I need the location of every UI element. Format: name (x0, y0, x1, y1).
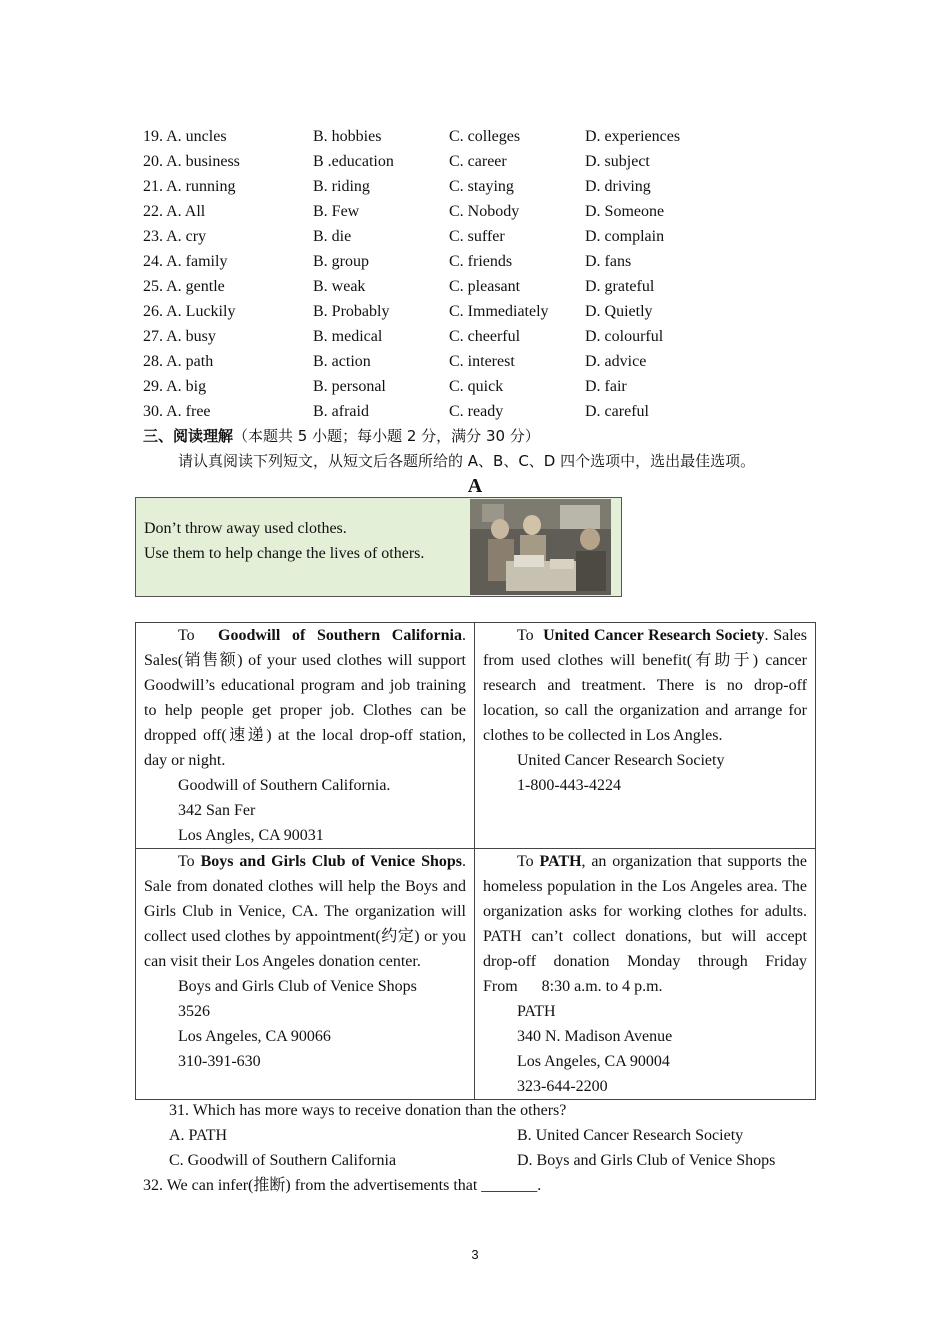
ad-phone: 310-391-630 (178, 1053, 261, 1070)
ad-address-line: 340 N. Madison Avenue (517, 1028, 673, 1045)
option-b: B. die (313, 228, 352, 245)
option-b: B. weak (313, 278, 366, 295)
option-d: D. complain (585, 228, 665, 245)
option-row-22 (0, 199, 950, 224)
option-c: C. friends (449, 253, 513, 270)
option-d: D. fans (585, 253, 632, 270)
banner-line-1: Don’t throw away used clothes. (144, 520, 347, 537)
option-a: 23. A. cry (143, 228, 207, 245)
section-note: （本题共 5 小题；每小题 2 分，满分 30 分） (233, 427, 540, 445)
page-number: 3 (471, 1247, 479, 1262)
ad-address-line: Goodwill of Southern California. (178, 777, 391, 794)
option-row-25 (0, 274, 950, 299)
ad-address-line: PATH (517, 1003, 556, 1020)
ad-address-line: 342 San Fer (178, 802, 256, 819)
option-a: 27. A. busy (143, 328, 216, 345)
option-c: C. career (449, 153, 507, 170)
option-row-27 (0, 324, 950, 349)
option-a: 24. A. family (143, 253, 228, 270)
option-d: D. experiences (585, 128, 681, 145)
option-d: D. fair (585, 378, 627, 395)
option-b: B. hobbies (313, 128, 382, 145)
option-d: D. Someone (585, 203, 665, 220)
option-a: 20. A. business (143, 153, 240, 170)
advertisements-table (135, 622, 816, 1100)
ads-row-1 (136, 623, 816, 849)
question-31-option-c: C. Goodwill of Southern California (169, 1152, 397, 1169)
ad-address-line: 3526 (178, 1003, 210, 1020)
ad-org-name: Boys and Girls Club of Venice Shops (200, 853, 463, 870)
ad-address-line: Los Angeles, CA 90066 (178, 1028, 331, 1045)
ad-body: . Sale from donated clothes will help the Boys and Girls Club in Venice, CA. The organization will collect used clothes by appointment(约定) or you can visit their Los Angeles donation center. (144, 853, 467, 970)
donation-banner (135, 497, 622, 597)
option-row-23 (0, 224, 950, 249)
option-c: C. staying (449, 178, 514, 195)
question-31-option-a: A. PATH (169, 1127, 228, 1144)
option-a: 29. A. big (143, 378, 207, 395)
option-a: 28. A. path (143, 353, 214, 370)
option-b: B. group (313, 253, 369, 270)
option-c: C. Immediately (449, 303, 549, 320)
ad-to: To (178, 627, 195, 644)
ad-goodwill (136, 623, 475, 849)
option-d: D. subject (585, 153, 650, 170)
option-row-19 (0, 124, 950, 149)
option-b: B. afraid (313, 403, 369, 420)
option-b: B .education (313, 153, 394, 170)
ad-address-line: Boys and Girls Club of Venice Shops (178, 978, 417, 995)
ad-to: To (178, 853, 195, 870)
ad-phone: 1-800-443-4224 (517, 777, 621, 794)
section-heading (143, 424, 540, 449)
option-row-30 (0, 399, 950, 424)
ad-address-line: United Cancer Research Society (517, 752, 725, 769)
ad-org-name: PATH (539, 853, 582, 870)
ad-body: . Sales from used clothes will benefit(有助于) cancer research and treatment. There is no drop-off location, so call the organization and arrange for clothes to be collected in Los Angles. (483, 627, 808, 744)
ad-org-name: Goodwill of Southern California (218, 627, 462, 644)
option-c: C. interest (449, 353, 515, 370)
option-a: 30. A. free (143, 403, 211, 420)
option-a: 22. A. All (143, 203, 206, 220)
option-b: B. Few (313, 203, 360, 220)
option-c: C. quick (449, 378, 504, 395)
banner-line-2: Use them to help change the lives of others. (144, 545, 425, 562)
option-c: C. cheerful (449, 328, 521, 345)
question-32: 32. We can infer(推断) from the advertisements that _______. (143, 1177, 542, 1194)
option-d: D. driving (585, 178, 651, 195)
donation-photo (470, 499, 611, 595)
option-b: B. medical (313, 328, 383, 345)
option-c: C. suffer (449, 228, 505, 245)
question-31: 31. Which has more ways to receive donation than the others? (169, 1102, 567, 1119)
option-row-21 (0, 174, 950, 199)
option-a: 19. A. uncles (143, 128, 227, 145)
option-a: 25. A. gentle (143, 278, 225, 295)
ad-body: . Sales(销售额) of your used clothes will support Goodwill’s educational program and job training to help people get proper job. Clothes can be dropped off(速递) at the local drop-off station, day or night. (144, 627, 466, 769)
option-c: C. pleasant (449, 278, 521, 295)
ad-body: , an organization that supports the homeless population in the Los Angeles area. The organization asks for working clothes for adults. PATH can’t collect donations, but will accept drop-off donation Monday through Friday From 8:30 a.m. to 4 p.m. (483, 853, 808, 995)
option-b: B. personal (313, 378, 386, 395)
ad-address-line: Los Angeles, CA 90004 (517, 1053, 670, 1070)
ad-address-line: Los Angles, CA 90031 (178, 827, 324, 844)
ad-org-name: United Cancer Research Society (543, 627, 765, 644)
option-row-24 (0, 249, 950, 274)
ad-to: To (517, 627, 534, 644)
option-c: C. ready (449, 403, 504, 420)
passage-letter: A (467, 475, 483, 497)
option-row-26 (0, 299, 950, 324)
section-instruction: 请认真阅读下列短文，从短文后各题所给的 A、B、C、D 四个选项中，选出最佳选项。 (178, 452, 756, 470)
option-b: B. riding (313, 178, 370, 195)
option-row-29 (0, 374, 950, 399)
option-d: D. advice (585, 353, 647, 370)
option-a: 26. A. Luckily (143, 303, 236, 320)
ad-boys-girls-club (136, 849, 475, 1100)
option-b: B. Probably (313, 303, 390, 320)
option-row-20 (0, 149, 950, 174)
option-d: D. grateful (585, 278, 655, 295)
ad-path (475, 849, 816, 1100)
question-31-option-b: B. United Cancer Research Society (517, 1127, 744, 1144)
option-d: D. Quietly (585, 303, 653, 320)
option-d: D. careful (585, 403, 649, 420)
donation-photo-illustration (470, 499, 611, 595)
option-a: 21. A. running (143, 178, 236, 195)
ad-to: To (517, 853, 534, 870)
option-c: C. colleges (449, 128, 521, 145)
option-c: C. Nobody (449, 203, 520, 220)
option-d: D. colourful (585, 328, 664, 345)
option-b: B. action (313, 353, 371, 370)
ads-row-2 (136, 849, 816, 1100)
ad-cancer-society (475, 623, 816, 849)
section-title: 三、阅读理解 (143, 427, 234, 445)
option-row-28 (0, 349, 950, 374)
ad-phone: 323-644-2200 (517, 1078, 608, 1095)
question-31-option-d: D. Boys and Girls Club of Venice Shops (517, 1152, 776, 1169)
